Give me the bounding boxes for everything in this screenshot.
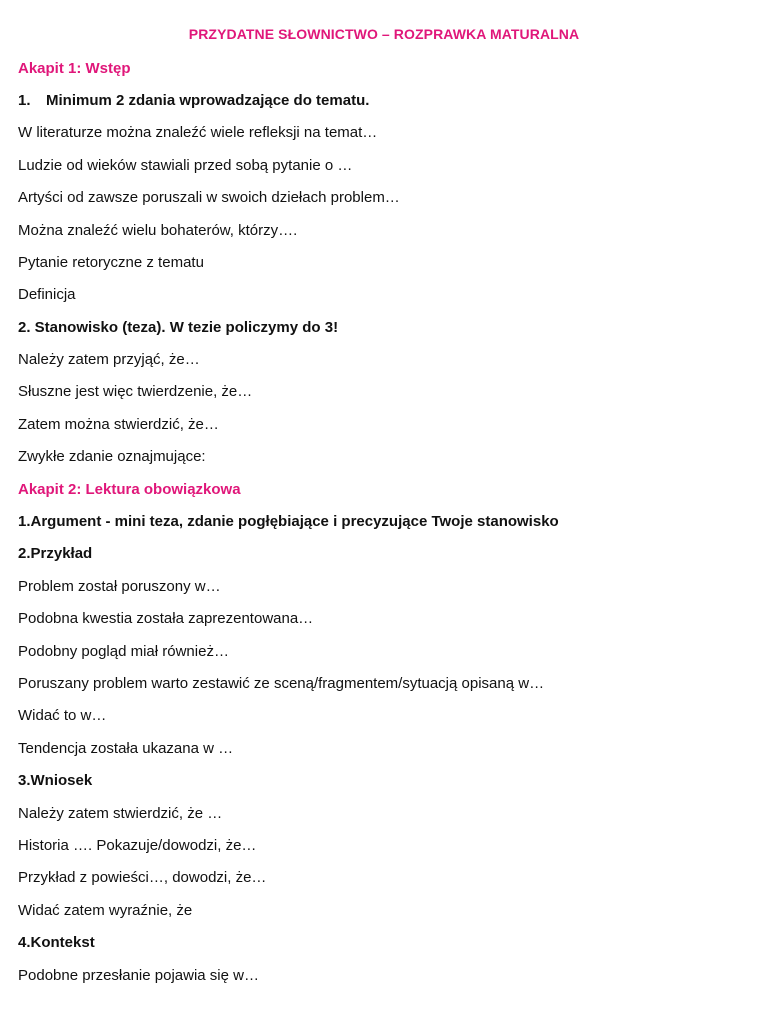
phrase-line: Przykład z powieści…, dowodzi, że… [18, 869, 267, 886]
phrase-line: Historia …. Pokazuje/dowodzi, że… [18, 837, 257, 854]
phrase-line: Artyści od zawsze poruszali w swoich dziełach problem… [18, 189, 400, 206]
phrase-line: Należy zatem przyjąć, że… [18, 351, 200, 368]
section1-item1-number: 1. [18, 92, 31, 109]
phrase-line: Widać zatem wyraźnie, że [18, 902, 193, 919]
phrase-line: Należy zatem stwierdzić, że … [18, 805, 223, 822]
section1-item1 [18, 91, 369, 111]
phrase-line: W literaturze można znaleźć wiele refleksji na temat… [18, 124, 378, 141]
section2-item4: 4.Kontekst [18, 934, 95, 951]
phrase-line: Słuszne jest więc twierdzenie, że… [18, 383, 253, 400]
phrase-line: Ludzie od wieków stawiali przed sobą pytanie o … [18, 157, 353, 174]
section2-item2: 2.Przykład [18, 545, 93, 562]
phrase-line: Poruszany problem warto zestawić ze sceną/fragmentem/sytuacją opisaną w… [18, 675, 545, 692]
phrase-line: Definicja [18, 286, 76, 303]
phrase-line: Pytanie retoryczne z tematu [18, 254, 204, 271]
document-title: PRZYDATNE SŁOWNICTWO – ROZPRAWKA MATURALNA [188, 26, 580, 42]
section1-item1-text: Minimum 2 zdania wprowadzające do tematu. [46, 92, 370, 109]
phrase-line: Tendencja została ukazana w … [18, 740, 234, 757]
phrase-line: Widać to w… [18, 707, 107, 724]
phrase-line: Podobna kwestia została zaprezentowana… [18, 610, 314, 627]
section1-item2: 2. Stanowisko (teza). W tezie policzymy do 3! [18, 319, 339, 336]
section2-heading: Akapit 2: Lektura obowiązkowa [18, 481, 241, 498]
section2-item1: 1.Argument - mini teza, zdanie pogłębiające i precyzujące Twoje stanowisko [18, 513, 559, 530]
phrase-line: Podobny pogląd miał również… [18, 643, 229, 660]
section2-item3: 3.Wniosek [18, 772, 93, 789]
phrase-line: Problem został poruszony w… [18, 578, 221, 595]
phrase-line: Można znaleźć wielu bohaterów, którzy…. [18, 222, 298, 239]
phrase-line: Zwykłe zdanie oznajmujące: [18, 448, 206, 465]
section1-heading: Akapit 1: Wstęp [18, 60, 131, 77]
phrase-line: Podobne przesłanie pojawia się w… [18, 967, 259, 984]
phrase-line: Zatem można stwierdzić, że… [18, 416, 219, 433]
